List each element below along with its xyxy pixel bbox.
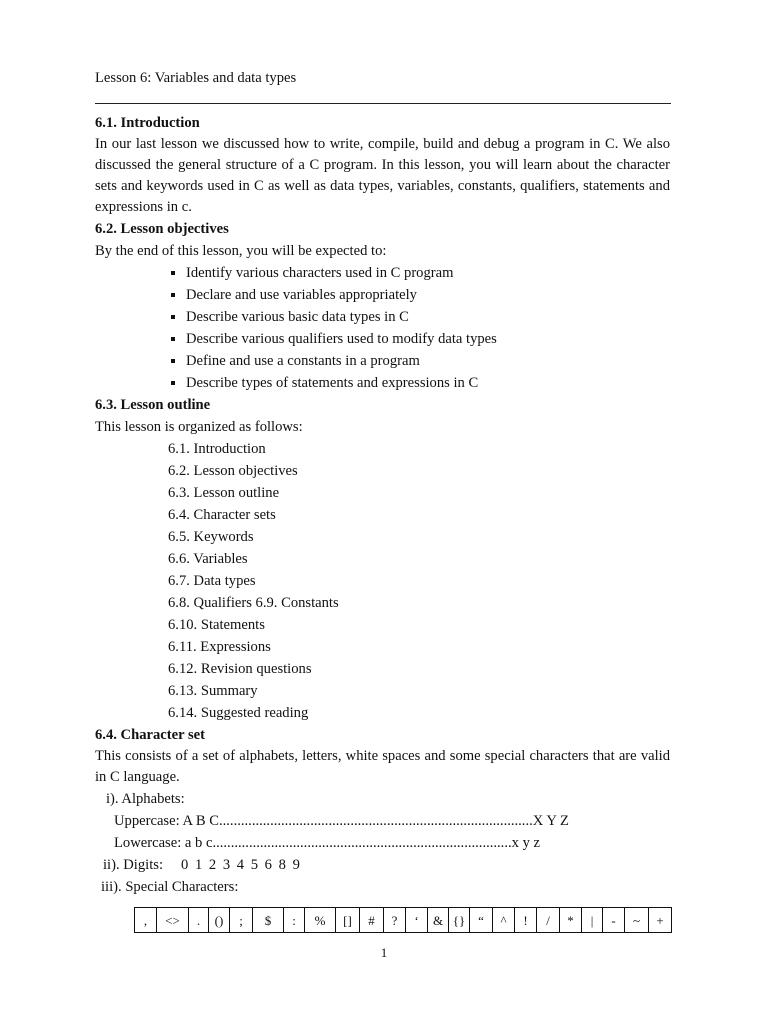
outline-item: 6.8. Qualifiers 6.9. Constants (168, 595, 339, 611)
special-char-cell: - (603, 908, 625, 933)
special-char-cell: * (560, 908, 582, 933)
special-char-cell: & (428, 908, 449, 933)
outline-item: 6.12. Revision questions (168, 661, 312, 677)
outline-item: 6.10. Statements (168, 617, 265, 633)
special-char-cell: “ (470, 908, 493, 933)
outline-item: 6.3. Lesson outline (168, 485, 280, 501)
objectives-intro: By the end of this lesson, you will be expected to: (95, 243, 387, 259)
character-set-details (95, 788, 670, 898)
objectives-list (95, 262, 670, 394)
objective-item: Declare and use variables appropriately (95, 284, 670, 306)
special-char-cell: ~ (625, 908, 649, 933)
special-char-cell: ‘ (406, 908, 428, 933)
outline-item: 6.5. Keywords (168, 529, 254, 545)
digits-label: ii). Digits: (103, 857, 163, 873)
lesson-title: Lesson 6: Variables and data types (95, 70, 297, 86)
special-char-cell: () (209, 908, 230, 933)
lowercase-start: Lowercase: a b c (114, 835, 213, 851)
document-body (95, 112, 670, 898)
outline-item: 6.4. Character sets (168, 507, 276, 523)
special-characters-table (134, 907, 672, 933)
outline-item: 6.14. Suggested reading (168, 705, 309, 721)
special-char-cell: | (582, 908, 603, 933)
outline-item: 6.13. Summary (168, 683, 258, 699)
special-char-cell: ? (384, 908, 406, 933)
special-char-cell: [] (336, 908, 360, 933)
lowercase-line (95, 832, 670, 854)
special-char-cell: + (649, 908, 672, 933)
uppercase-dots: ...................................................................................... (218, 813, 533, 829)
special-char-cell: $ (253, 908, 284, 933)
special-char-cell: <> (157, 908, 189, 933)
digits-line (95, 854, 670, 876)
uppercase-start: Uppercase: A B C (114, 813, 219, 829)
outline-item: 6.11. Expressions (168, 639, 271, 655)
special-characters-row (135, 908, 672, 933)
title-divider (95, 103, 671, 104)
special-char-cell: {} (449, 908, 470, 933)
special-char-cell: : (284, 908, 305, 933)
objective-item: Describe various qualifiers used to modify data types (95, 328, 670, 350)
section-heading-objectives: 6.2. Lesson objectives (95, 221, 229, 237)
uppercase-line (95, 810, 670, 832)
outline-item: 6.6. Variables (168, 551, 248, 567)
special-char-cell: ! (515, 908, 537, 933)
outline-list (95, 438, 670, 724)
special-char-cell: ^ (493, 908, 515, 933)
page-number: 1 (380, 945, 388, 960)
objective-item: Define and use a constants in a program (95, 350, 670, 372)
objective-item: Describe types of statements and expressions in C (95, 372, 670, 394)
digits-value: 0 1 2 3 4 5 6 8 9 (181, 857, 302, 873)
objective-item: Identify various characters used in C program (95, 262, 670, 284)
section-heading-character-set: 6.4. Character set (95, 727, 205, 743)
special-char-cell: ; (230, 908, 253, 933)
outline-item: 6.2. Lesson objectives (168, 463, 298, 479)
section-heading-outline: 6.3. Lesson outline (95, 397, 211, 413)
special-char-cell: # (360, 908, 384, 933)
objective-item: Describe various basic data types in C (95, 306, 670, 328)
special-char-cell: / (537, 908, 560, 933)
outline-intro: This lesson is organized as follows: (95, 419, 303, 435)
outline-item: 6.7. Data types (168, 573, 256, 589)
introduction-paragraph: In our last lesson we discussed how to write, compile, build and debug a program in C. We also discussed the general structure of a C program. In this lesson, you will learn about the character sets and keywords used in C as well as data types, variables, constants, qualifiers, statements and expressions in c. (95, 136, 670, 215)
section-heading-introduction: 6.1. Introduction (95, 115, 200, 131)
lowercase-end: x y z (511, 835, 540, 851)
special-characters-label: iii). Special Characters: (101, 879, 239, 895)
outline-item: 6.1. Introduction (168, 441, 266, 457)
special-char-cell: , (135, 908, 157, 933)
special-char-cell: . (189, 908, 209, 933)
lowercase-dots: .................................................................................. (212, 835, 512, 851)
uppercase-end: X Y Z (532, 813, 569, 829)
special-char-cell: % (305, 908, 336, 933)
alphabets-label: i). Alphabets: (106, 791, 185, 807)
character-set-paragraph: This consists of a set of alphabets, letters, white spaces and some special characters that are valid in C language. (95, 748, 670, 785)
